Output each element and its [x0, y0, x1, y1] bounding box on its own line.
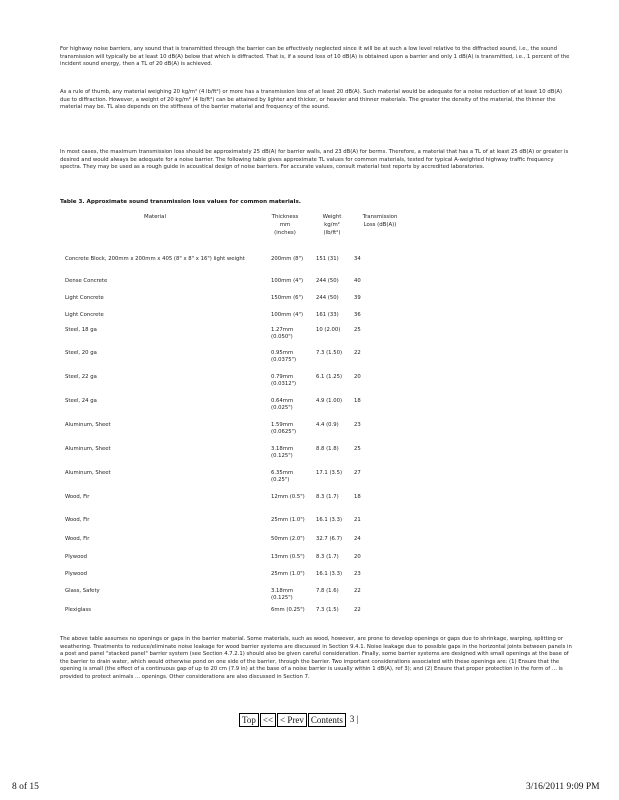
paragraph-openings: The above table assumes no openings or gaps in the barrier material. Some materials, such as wood, however, are prone to develop openings or gaps due to shrinkage, warping, splitting or weathering. Treatments to reduce/eliminate noise leakage for wood barrier systems are discussed in Section 9.4.1. Noise leakage due to possible gaps in the horizontal joints between panels in a post and panel "stacked panel" barrier system (see Section 4.7.2.1) should also be given careful consideration. Finally, some barrier systems are designed with small openings at the base of the barrier to drain water, which would otherwise pond on one side of the barrier, through the barrier. Two important considerations associated with these openings are: (1) Ensure that the opening is small (the effect of a continuous gap of up to 20 cm (7.9 in) at the base of a noise barrier is usually within 1 dB(A), ref 3); and (2) Ensure that proper protection in the form of ... is provided to protect animals ... openings. Other considerations are also discussed in Section 7.: [60, 636, 572, 680]
cell-thickness: 200mm (8"): [271, 256, 304, 262]
table-caption: Table 3. Approximate sound transmission loss values for common materials.: [60, 199, 301, 205]
cell-weight: 7.8 (1.6): [316, 588, 339, 594]
cell-thickness: 0.64mm (0.025"): [271, 398, 294, 412]
col-header-thickness-3: (inches): [274, 230, 296, 236]
cell-material: Steel, 18 ga: [65, 327, 97, 333]
cell-weight: 8.3 (1.7): [316, 554, 339, 560]
col-header-weight: [310, 213, 354, 237]
cell-weight: 6.1 (1.25): [316, 374, 343, 380]
cell-weight: 32.7 (6.7): [316, 536, 343, 542]
cell-material: Plywood: [65, 571, 87, 577]
cell-weight: 16.1 (3.3): [316, 571, 343, 577]
print-timestamp: 3/16/2011 9:09 PM: [526, 782, 600, 792]
cell-tl: 25: [354, 446, 361, 452]
cell-material: Plywood: [65, 554, 87, 560]
cell-material: Dense Concrete: [65, 278, 108, 284]
cell-material: Steel, 24 ga: [65, 398, 97, 404]
cell-material: Glass, Safety: [65, 588, 100, 594]
cell-material: Aluminum, Sheet: [65, 470, 111, 476]
cell-tl: 24: [354, 536, 361, 542]
cell-weight: 8.8 (1.8): [316, 446, 339, 452]
cell-thickness: 12mm (0.5"): [271, 494, 305, 500]
cell-thickness: 25mm (1.0"): [271, 571, 305, 577]
cell-material: Plexiglass: [65, 607, 92, 613]
cell-tl: 36: [354, 312, 361, 318]
paragraph-rule-of-thumb: As a rule of thumb, any material weighing 20 kg/m² (4 lb/ft²) or more has a transmission loss of at least 20 dB(A). Such material would be adequate for a noise reduction of at least 10 dB(A) due to diffraction. However, a weight of 20 kg/m² (4 lb/ft²) can be attained by lighter and thicker, or heavier and thinner materials. The greater the density of the material, the thinner the material may be. TL also depends on the stiffness of the barrier material and frequency of the sound.: [60, 89, 563, 111]
cell-thickness: 0.95mm (0.0375"): [271, 350, 297, 364]
col-header-thickness-1: Thickness: [271, 214, 299, 220]
cell-thickness: 100mm (4"): [271, 278, 304, 284]
col-header-tl-2: Loss (dB(A)): [363, 222, 397, 228]
col-header-material: [60, 213, 250, 221]
cell-thickness: 3.18mm (0.125"): [271, 588, 294, 602]
cell-weight: 8.3 (1.7): [316, 494, 339, 500]
cell-tl: 25: [354, 327, 361, 333]
prev-button[interactable]: < Prev: [277, 713, 307, 727]
contents-button[interactable]: Contents: [308, 713, 346, 727]
cell-weight: 7.3 (1.5): [316, 607, 339, 613]
cell-material: Light Concrete: [65, 312, 104, 318]
cell-tl: 34: [354, 256, 361, 262]
cell-weight: 244 (50): [316, 278, 339, 284]
cell-material: Concrete Block, 200mm x 200mm x 405 (8" x 8" x 16") light weight: [65, 256, 245, 262]
cell-tl: 20: [354, 554, 361, 560]
col-header-weight-1: Weight: [322, 214, 342, 220]
page-count: 8 of 15: [12, 782, 39, 792]
cell-weight: 10 (2.00): [316, 327, 341, 333]
cell-tl: 22: [354, 588, 361, 594]
cell-material: Steel, 20 ga: [65, 350, 97, 356]
cell-weight: 17.1 (3.5): [316, 470, 343, 476]
cell-thickness: 1.27mm (0.050"): [271, 327, 294, 341]
col-header-weight-3: (lb/ft²): [323, 230, 341, 236]
cell-tl: 40: [354, 278, 361, 284]
col-header-thickness: [262, 213, 308, 237]
cell-material: Wood, Fir: [65, 517, 90, 523]
cell-thickness: 1.59mm (0.0625"): [271, 422, 297, 436]
col-header-tl: [350, 213, 410, 229]
cell-weight: 151 (31): [316, 256, 339, 262]
paragraph-transmission: For highway noise barriers, any sound that is transmitted through the barrier can be effectively neglected since it will be at such a low level relative to the diffracted sound, i.e., the sound transmission will typically be at least 10 dB(A) below that which is diffracted. That is, if a sound loss of 10 dB(A) is obtained upon a barrier and only 1 dB(A) is transmitted, i.e., 1 percent of the incident sound energy, then a TL of 20 dB(A) is achieved.: [60, 46, 570, 68]
cell-thickness: 3.18mm (0.125"): [271, 446, 294, 460]
page-navigation: [239, 713, 358, 726]
cell-thickness: 150mm (6"): [271, 295, 304, 301]
col-header-material-label: Material: [144, 214, 166, 220]
cell-weight: 4.4 (0.9): [316, 422, 339, 428]
cell-thickness: 0.79mm (0.0312"): [271, 374, 297, 388]
cell-material: Wood, Fir: [65, 536, 90, 542]
cell-tl: 23: [354, 571, 361, 577]
cell-thickness: 50mm (2.0"): [271, 536, 305, 542]
cell-thickness: 6.35mm (0.25"): [271, 470, 294, 484]
cell-weight: 4.9 (1.00): [316, 398, 343, 404]
cell-thickness: 25mm (1.0"): [271, 517, 305, 523]
cell-weight: 161 (33): [316, 312, 339, 318]
cell-tl: 27: [354, 470, 361, 476]
top-button[interactable]: Top: [239, 713, 259, 727]
cell-thickness: 6mm (0.25"): [271, 607, 305, 613]
cell-material: Light Concrete: [65, 295, 104, 301]
cell-tl: 18: [354, 398, 361, 404]
cell-tl: 21: [354, 517, 361, 523]
cell-weight: 244 (50): [316, 295, 339, 301]
paragraph-max-tl: In most cases, the maximum transmission loss should be approximately 25 dB(A) for barrier walls, and 23 dB(A) for berms. Therefore, a material that has a TL of at least 25 dB(A) or greater is desired and would always be adequate for a noise barrier. The following table gives approximate TL values for common materials, tested for typical A-weighted highway traffic frequency spectra. They may be used as a rough guide in acoustical design of noise barriers. For accurate values, consult material test reports by accredited laboratories.: [60, 149, 569, 171]
cell-thickness: 13mm (0.5"): [271, 554, 305, 560]
cell-material: Steel, 22 ga: [65, 374, 97, 380]
col-header-thickness-2: mm: [279, 222, 291, 228]
col-header-tl-1: Transmission: [362, 214, 398, 220]
cell-tl: 22: [354, 607, 361, 613]
cell-tl: 20: [354, 374, 361, 380]
cell-material: Aluminum, Sheet: [65, 422, 111, 428]
cell-material: Wood, Fir: [65, 494, 90, 500]
cell-tl: 39: [354, 295, 361, 301]
first-button[interactable]: <<: [260, 713, 276, 727]
cell-tl: 22: [354, 350, 361, 356]
cell-weight: 7.3 (1.50): [316, 350, 343, 356]
cell-tl: 23: [354, 422, 361, 428]
page-number: 3 |: [349, 714, 359, 724]
cell-tl: 18: [354, 494, 361, 500]
cell-weight: 16.1 (3.3): [316, 517, 343, 523]
col-header-weight-2: kg/m²: [324, 222, 340, 228]
cell-material: Aluminum, Sheet: [65, 446, 111, 452]
cell-thickness: 100mm (4"): [271, 312, 304, 318]
